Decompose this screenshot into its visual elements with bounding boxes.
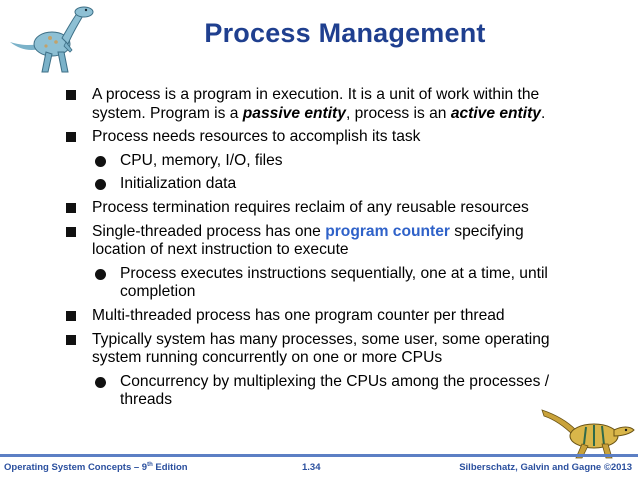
item-text: Initialization data: [120, 175, 237, 193]
list-item: [66, 128, 566, 147]
sub-list-item: [66, 373, 566, 410]
sub-list-item: [66, 152, 566, 171]
list-item: [66, 199, 566, 218]
footer-authors: Silberschatz, Galvin and Gagne ©2013: [459, 462, 632, 473]
round-bullet-icon: [95, 156, 106, 167]
footer-text: Edition: [152, 462, 188, 474]
item-text: Single-threaded process has one: [92, 222, 326, 240]
item-text: Process executes instructions sequentially, one at a time, until completion: [120, 264, 548, 301]
emphasis-passive-entity: passive entity: [242, 104, 346, 122]
dinosaur-icon: [6, 2, 102, 78]
page-number: 1.34: [302, 462, 321, 473]
bullet-list: [66, 86, 566, 415]
footer-course-title: [4, 462, 188, 473]
page-title: Process Management: [204, 18, 486, 48]
dinosaur-icon: [536, 400, 636, 460]
square-bullet-icon: [66, 227, 76, 237]
square-bullet-icon: [66, 335, 76, 345]
item-text: Process needs resources to accomplish its task: [92, 128, 421, 146]
item-text: Multi-threaded process has one program counter per thread: [92, 306, 505, 324]
square-bullet-icon: [66, 90, 76, 100]
item-text: Process termination requires reclaim of any reusable resources: [92, 198, 529, 216]
item-text: A process is a program in execution. It is a unit of work within the system. Program is a: [92, 86, 540, 122]
square-bullet-icon: [66, 132, 76, 142]
sub-list-item: [66, 175, 566, 194]
sub-list-item: [66, 265, 566, 302]
item-text: Typically system has many processes, some user, some operating system running concurrently on one or more CPUs: [92, 330, 550, 367]
item-text: specifying location of next instruction to execute: [92, 222, 524, 259]
highlight-program-counter: program counter: [325, 222, 450, 240]
footer-text: Operating System Concepts – 9: [4, 462, 148, 474]
round-bullet-icon: [95, 269, 106, 280]
list-item: [66, 307, 566, 326]
footer-superscript: th: [147, 462, 153, 468]
list-item: [66, 331, 566, 368]
list-item: [66, 86, 566, 123]
item-text: .: [540, 104, 546, 122]
item-text: CPU, memory, I/O, files: [120, 151, 283, 169]
square-bullet-icon: [66, 311, 76, 321]
list-item: [66, 223, 566, 260]
footer-divider: [0, 454, 638, 457]
round-bullet-icon: [95, 179, 106, 190]
emphasis-active-entity: active entity: [450, 104, 541, 122]
square-bullet-icon: [66, 203, 76, 213]
item-text: , process is an: [345, 104, 451, 122]
item-text: Concurrency by multiplexing the CPUs among the processes / threads: [120, 372, 550, 409]
round-bullet-icon: [95, 377, 106, 388]
